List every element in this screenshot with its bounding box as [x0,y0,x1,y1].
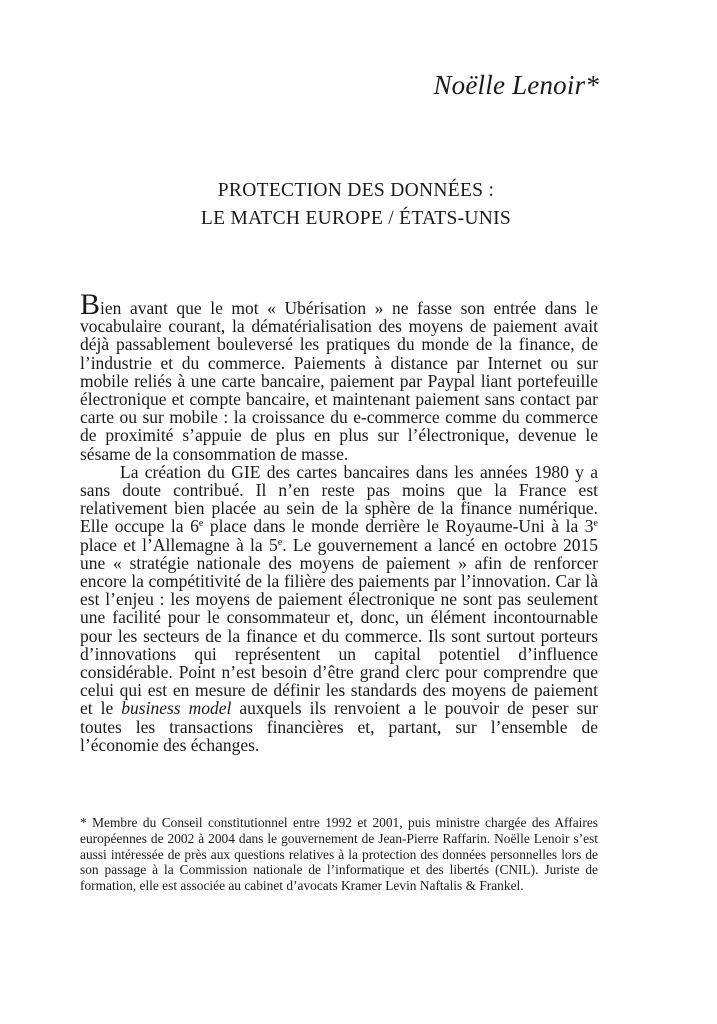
author-footnote: * Membre du Conseil constitutionnel entre 1992 et 2001, puis ministre chargée des Affaires européennes de 2002 à 2004 dans le gouvernement de Jean-Pierre Raffarin. Noëlle Lenoir s’est aussi intéressée de près aux questions relatives à la protection des données personnelles lors de son passage à la Commission nationale de l’informatique et des libertés (CNIL). Juriste de formation, elle est associée au cabinet d’avocats Kramer Levin Naftalis & Frankel. [80,815,598,894]
paragraph-2-part-2: place dans le monde derrière le Royaume-Uni à la 3 [203,516,594,537]
article-body [80,288,599,755]
paragraph-2-part-4: . Le gouvernement a lancé en octobre 2015 une « stratégie nationale des moyens de paiement » afin de renforcer encore la compétitivité de la filière des paiements par l’innovation. Car là est l’enjeu : les moyens de paiement électronique ne sont pas seulement une facilité pour le consommateur et, donc, un élément incontournable pour les secteurs de la finance et du commerce. Ils sont surtout porteurs d’innovations qui représentent un capital potentiel d’influence considérable. Point n’est besoin d’être grand clerc pour comprendre que celui qui est en mesure de définir les standards des moyens de paiement et le [80,534,599,719]
title-line-1: PROTECTION DES DONNÉES : [217,180,495,201]
italic-term: business model [121,698,232,719]
ordinal-superscript: e [277,536,283,548]
paragraph-2-part-1: La création du GIE des cartes bancaires dans les années 1980 y a sans doute contribué. Il n’en reste pas moins que la France est relativement bien placée au sein de la sphère de la finance numérique. Elle occupe la 6 [80,461,598,537]
paragraph-2 [80,463,598,754]
article-title [0,177,717,233]
paragraph-2-part-5: auxquels ils renvoient a le pouvoir de peser sur toutes les transactions financières et, partant, sur l’ensemble de l’économie des échanges. [80,698,598,755]
paragraph-1 [80,288,598,464]
ordinal-superscript: e [593,518,598,530]
paragraph-1-text: ien avant que le mot « Ubérisation » ne fasse son entrée dans le vocabulaire courant, la dématérialisation des moyens de paiement avait déjà passablement bouleversé les pratiques du monde de la finance, de l’industrie et du commerce. Paiements à distance par Internet ou sur mobile reliés à une carte bancaire, paiement par Paypal liant portefeuille électronique et compte bancaire, et maintenant paiement sans contact par carte ou sur mobile : la croissance du e-commerce comme du commerce de proximité s’appuie de plus en plus sur l’électronique, devenue le sésame de la consommation de masse. [80,298,598,464]
author-name: Noëlle Lenoir* [433,70,599,100]
title-line-2: LE MATCH EUROPE / ÉTATS-UNIS [200,208,512,229]
drop-cap: B [80,288,101,321]
ordinal-superscript: e [198,518,204,530]
paragraph-2-part-3: place et l’Allemagne à la 5 [80,534,278,555]
